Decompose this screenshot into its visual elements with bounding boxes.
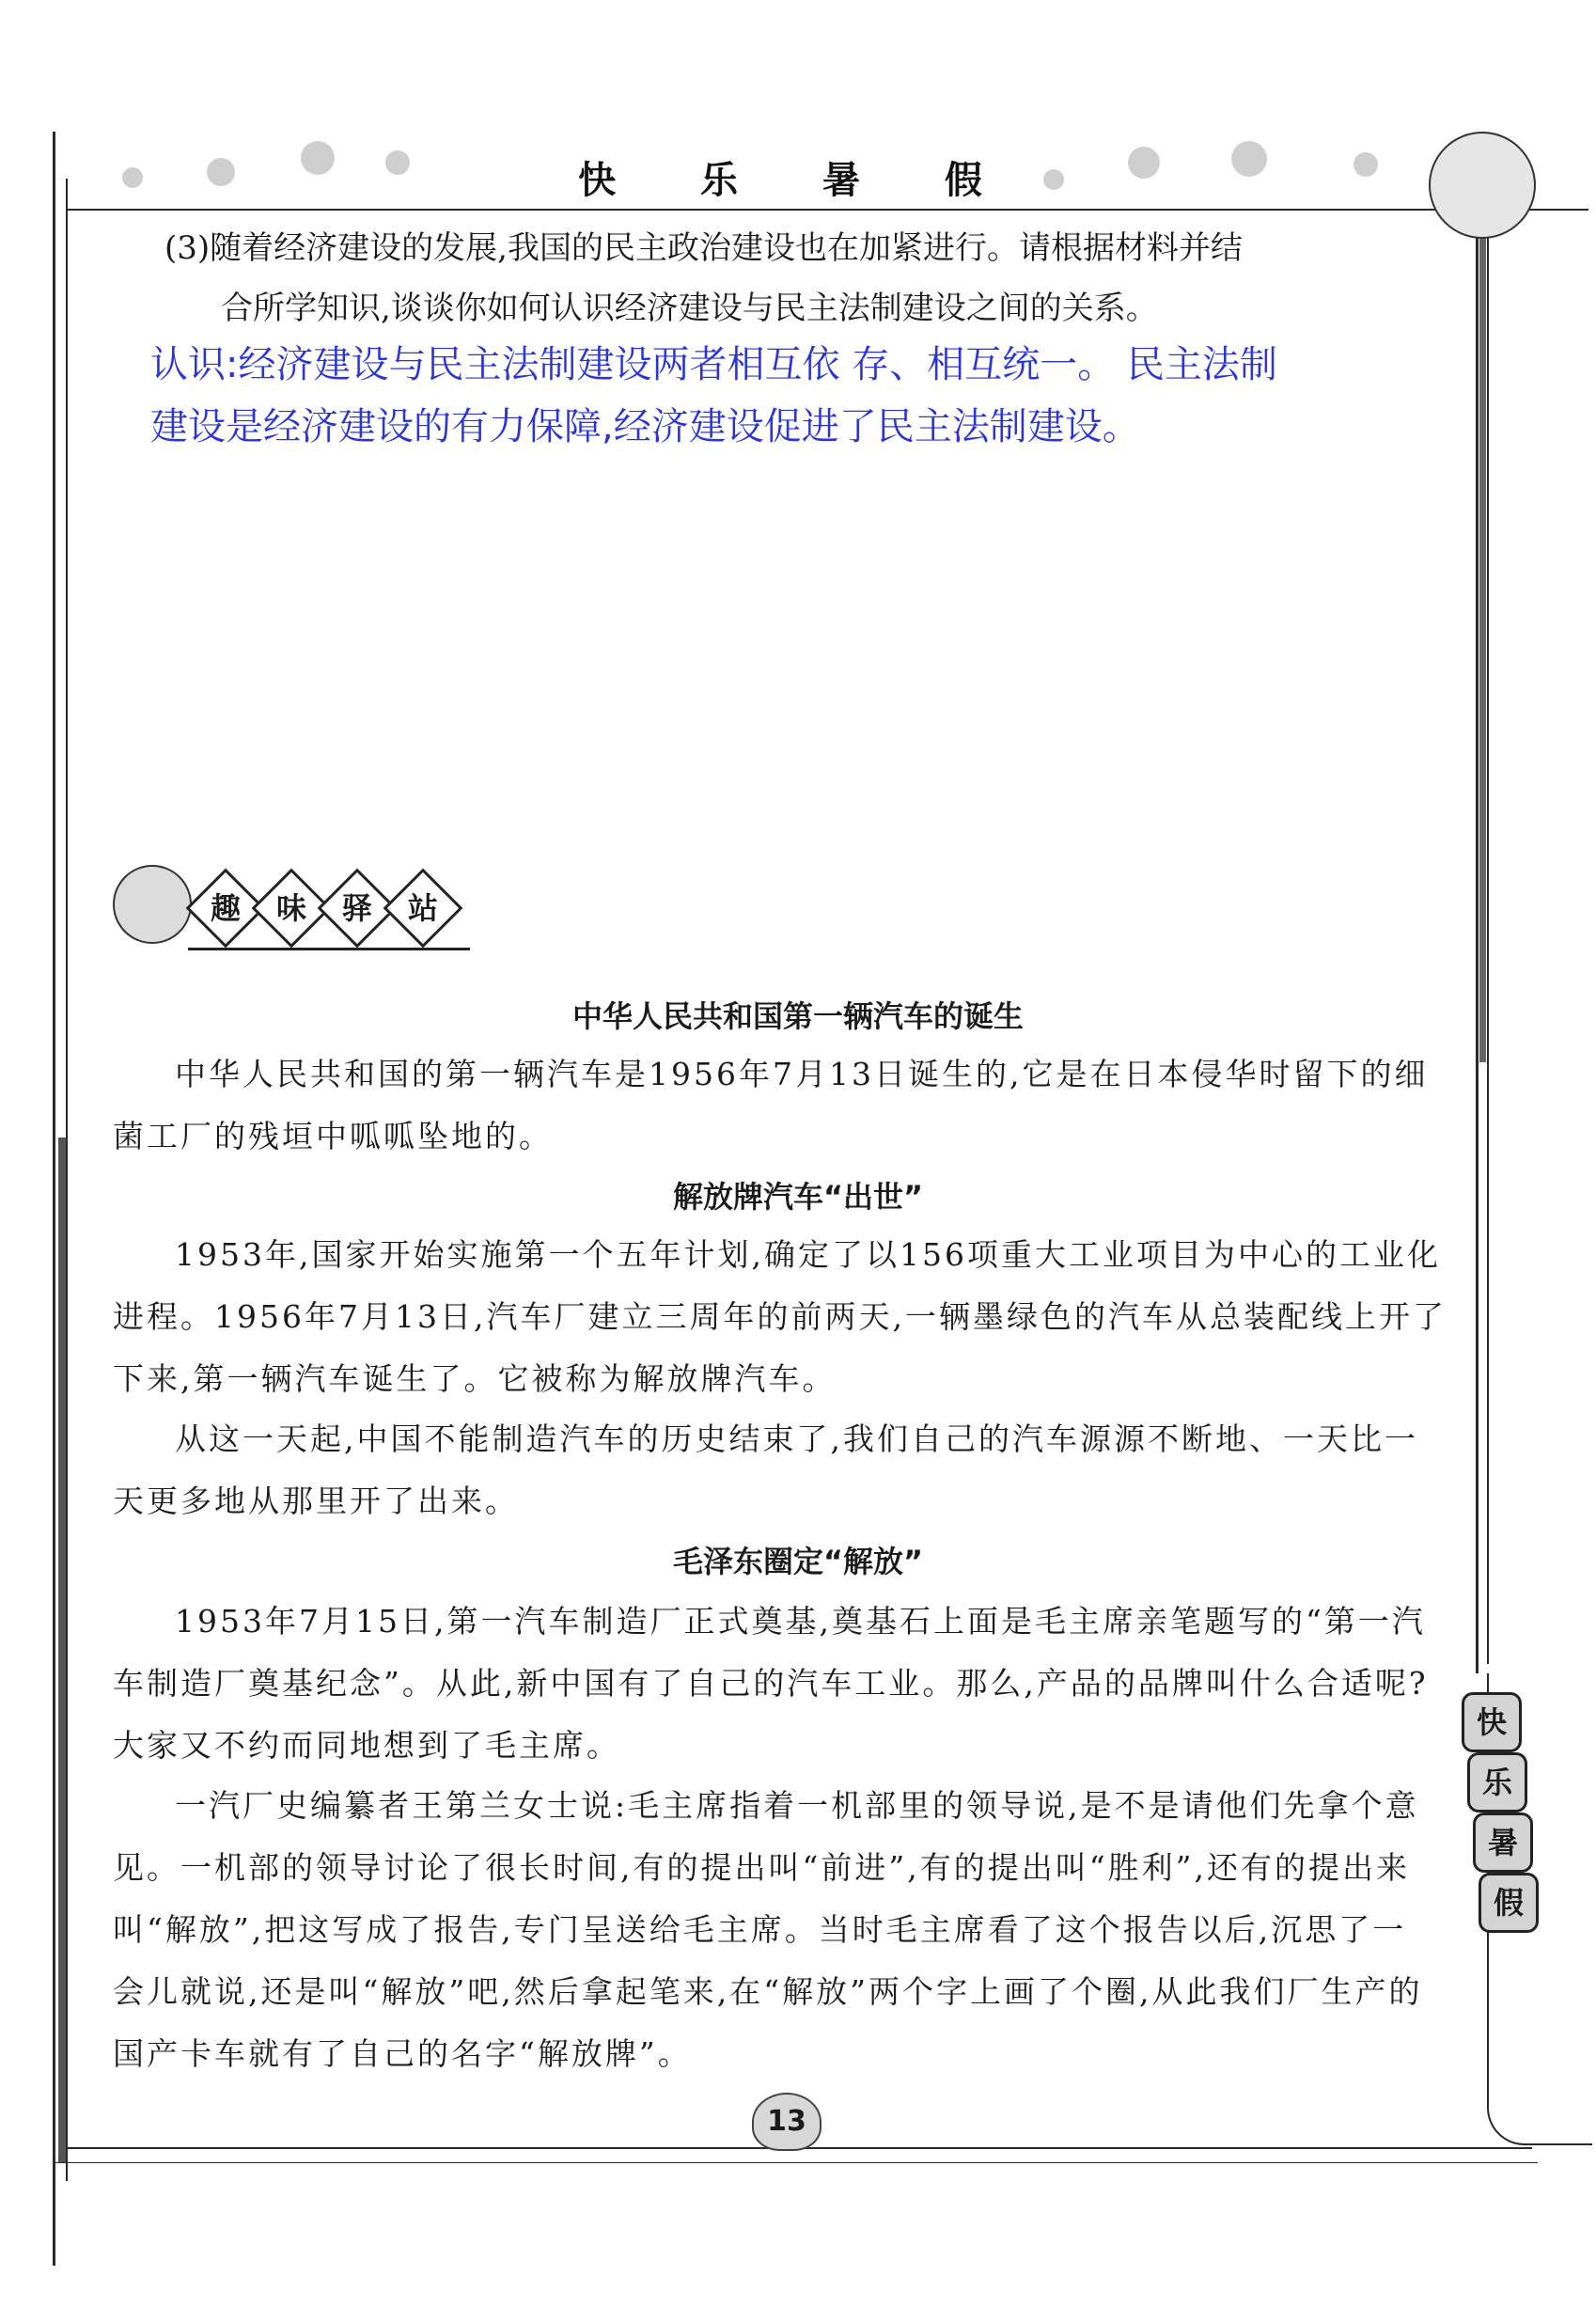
badge-char-2: 味 (252, 869, 332, 949)
badge-underline (188, 948, 470, 950)
subsection-1-paragraph-2: 从这一天起,中国不能制造汽车的历史结束了,我们自己的汽车源源不断地、一天比一天更多地从那里开了出来。 (113, 1420, 1418, 1519)
answer-line2: 建设是经济建设的有力保障,经济建设促进了民主法制建设。 (150, 405, 1140, 448)
badge-char-1: 趣 (186, 869, 266, 949)
side-tab-char-1: 快 (1462, 1692, 1522, 1752)
subsection-2-paragraph-1: 1953年7月15日,第一汽车制造厂正式奠基,奠基石上面是毛主席亲笔题写的“第一汽车制造厂奠基纪念”。从此,新中国有了自己的汽车工业。那么,产品的品牌叫什么合适呢?大家又不约而同地想到了毛主席。 (113, 1603, 1429, 1764)
section-badge (103, 846, 461, 968)
footer-rule-secondary (53, 2162, 1538, 2163)
side-tab-char-3: 暑 (1473, 1813, 1533, 1873)
subsection-2-paragraph-2: 一汽厂史编纂者王第兰女士说:毛主席指着一机部里的领导说,是不是请他们先拿个意见。一机部的领导讨论了很长时间,有的提出叫“前进”,有的提出叫“胜利”,还有的提出来叫“解放”,把这写成了报告,专门呈送给毛主席。当时毛主席看了这个报告以后,沉思了一会儿就说,还是叫“解放”吧,然后拿起笔来,在“解放”两个字上画了个圈,从此我们厂生产的国产卡车就有了自己的名字“解放牌”。 (113, 1787, 1423, 2072)
header-rule (66, 209, 1588, 211)
right-decorative-bar (1479, 216, 1486, 1062)
subsection-1-paragraph-1: 1953年,国家开始实施第一个五年计划,确定了以156项重大工业项目为中心的工业化进程。1956年7月13日,汽车厂建立三周年的前两天,一辆墨绿色的汽车从总装配线上开了下来,第一辆汽车诞生了。它被称为解放牌汽车。 (113, 1236, 1447, 1397)
answer-text (150, 334, 1457, 458)
badge-char-4: 站 (383, 869, 463, 949)
header-title: 快 乐 暑 假 (578, 159, 1018, 202)
side-tab-char-4: 假 (1479, 1873, 1539, 1933)
right-border-line (1476, 216, 1479, 1673)
question-3-line2: 合所学知识,谈谈你如何认识经济建设与民主法制建设之间的关系。 (221, 290, 1158, 327)
badge-char-3: 驿 (318, 869, 398, 949)
article-intro: 中华人民共和国的第一辆汽车是1956年7月13日诞生的,它是在日本侵华时留下的细菌工厂的残垣中呱呱坠地的。 (113, 1056, 1429, 1154)
page-number: 13 (752, 2093, 821, 2151)
side-tab (1462, 1692, 1537, 1937)
article-title: 中华人民共和国第一辆汽车的诞生 (571, 998, 1024, 1034)
question-3 (164, 218, 1452, 338)
subsection-title-1: 解放牌汽车“出世” (672, 1179, 924, 1215)
right-inner-border-line (1487, 216, 1489, 1664)
question-3-line1: (3)随着经济建设的发展,我国的民主政治建设也在加紧进行。请根据材料并结 (164, 229, 1243, 267)
subsection-title-2: 毛泽东圈定“解放” (672, 1544, 924, 1579)
boy-mascot-icon (113, 865, 192, 944)
answer-line1: 认识:经济建设与民主法制建设两者相互依 存、相互统一。 民主法制 (150, 343, 1277, 386)
left-decorative-bar (58, 1138, 66, 2162)
side-tab-char-2: 乐 (1467, 1752, 1527, 1813)
